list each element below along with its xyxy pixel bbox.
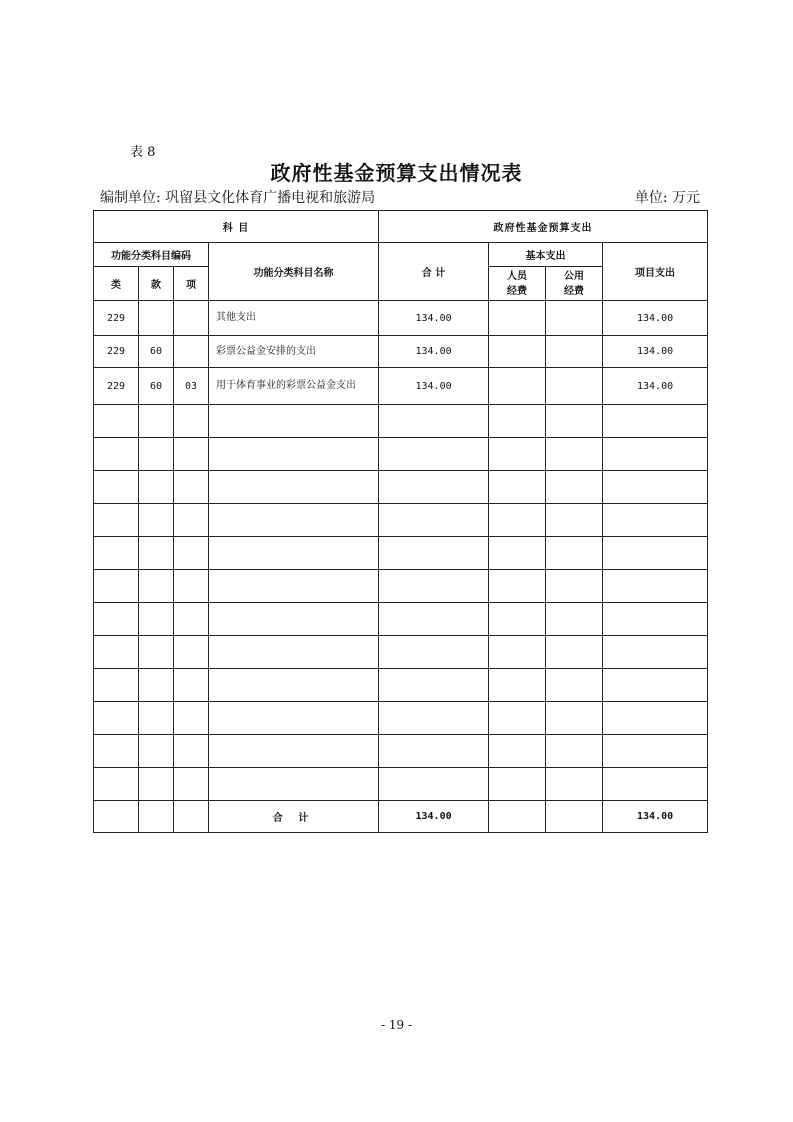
cell-xiang <box>174 336 209 368</box>
header-basic: 基本支出 <box>489 243 603 267</box>
totals-project: 134.00 <box>603 801 708 833</box>
cell-xiang: 03 <box>174 368 209 405</box>
totals-row <box>94 801 708 833</box>
cell-name: 彩票公益金安排的支出 <box>209 336 379 368</box>
cell-personnel <box>489 368 546 405</box>
page-number: - 19 - <box>380 1018 412 1032</box>
cell-total: 134.00 <box>379 336 489 368</box>
empty-row <box>94 636 708 669</box>
empty-row <box>94 537 708 570</box>
table-row <box>94 368 708 405</box>
empty-row <box>94 504 708 537</box>
header-total: 合 计 <box>379 243 489 301</box>
empty-row <box>94 702 708 735</box>
totals-personnel <box>489 801 546 833</box>
header-subject: 科 目 <box>94 211 379 243</box>
cell-name: 其他支出 <box>209 301 379 336</box>
empty-row <box>94 768 708 801</box>
empty-row <box>94 669 708 702</box>
cell-kuan: 60 <box>139 368 174 405</box>
cell-project: 134.00 <box>603 301 708 336</box>
cell-project: 134.00 <box>603 368 708 405</box>
header-func-code: 功能分类科目编码 <box>94 243 209 267</box>
cell-kuan <box>139 801 174 833</box>
cell-name: 用于体育事业的彩票公益金支出 <box>209 368 379 405</box>
cell-project: 134.00 <box>603 336 708 368</box>
header-public: 公用 经费 <box>546 267 603 301</box>
table-row <box>94 301 708 336</box>
cell-total: 134.00 <box>379 368 489 405</box>
cell-personnel <box>489 301 546 336</box>
totals-total: 134.00 <box>379 801 489 833</box>
table-label: 表 8 <box>130 145 156 160</box>
currency-unit: 单位: 万元 <box>634 190 700 206</box>
empty-row <box>94 438 708 471</box>
cell-public <box>546 368 603 405</box>
cell-kuan: 60 <box>139 336 174 368</box>
cell-xiang <box>174 301 209 336</box>
cell-lei: 229 <box>94 368 139 405</box>
cell-lei <box>94 801 139 833</box>
header-personnel: 人员 经费 <box>489 267 546 301</box>
header-project: 项目支出 <box>603 243 708 301</box>
header-kuan: 款 <box>139 267 174 301</box>
document-title: 政府性基金预算支出情况表 <box>270 161 523 185</box>
compiling-unit: 编制单位: 巩留县文化体育广播电视和旅游局 <box>100 190 376 206</box>
cell-kuan <box>139 301 174 336</box>
cell-total: 134.00 <box>379 301 489 336</box>
empty-row <box>94 471 708 504</box>
empty-row <box>94 570 708 603</box>
table-row <box>94 336 708 368</box>
header-row-1 <box>94 211 708 243</box>
cell-personnel <box>489 336 546 368</box>
empty-row <box>94 735 708 768</box>
totals-public <box>546 801 603 833</box>
header-gov-fund: 政府性基金预算支出 <box>379 211 708 243</box>
cell-xiang <box>174 801 209 833</box>
cell-lei: 229 <box>94 301 139 336</box>
header-xiang: 项 <box>174 267 209 301</box>
cell-lei: 229 <box>94 336 139 368</box>
cell-public <box>546 301 603 336</box>
budget-table <box>93 210 708 833</box>
empty-row <box>94 405 708 438</box>
header-lei: 类 <box>94 267 139 301</box>
cell-public <box>546 336 603 368</box>
empty-row <box>94 603 708 636</box>
header-func-name: 功能分类科目名称 <box>209 243 379 301</box>
totals-label: 合 计 <box>209 801 379 833</box>
header-row-2 <box>94 243 708 267</box>
